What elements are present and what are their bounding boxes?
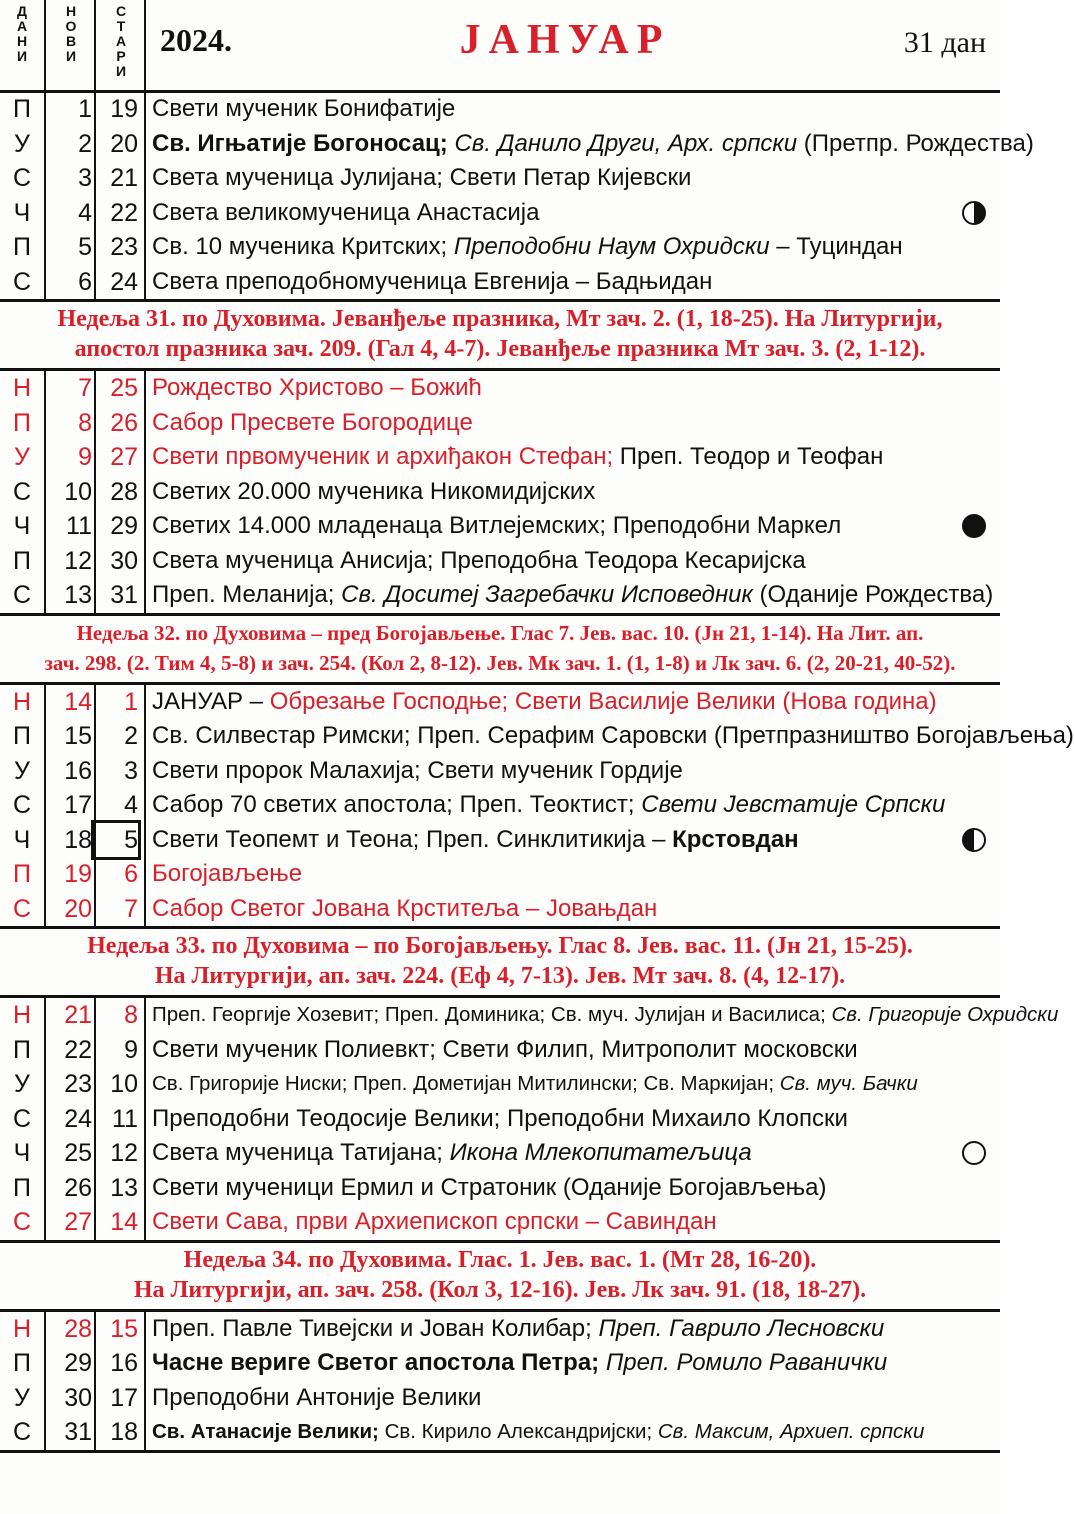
old-style-date: 23 [110, 233, 138, 261]
feast-description [152, 823, 992, 858]
feast-description [152, 857, 992, 892]
feast-description [152, 998, 1059, 1033]
day-row [0, 1136, 1000, 1171]
column-divider [144, 685, 146, 927]
feast-description [152, 1381, 992, 1416]
weekday: Ч [13, 198, 31, 227]
old-style-date: 31 [110, 581, 138, 609]
weekday: С [12, 1418, 32, 1446]
weekday: У [14, 129, 30, 158]
column-divider [94, 371, 96, 613]
description-part: Свети првомученик и архиђакон Стефан; [152, 443, 614, 470]
day-row [0, 371, 1000, 406]
column-divider [144, 371, 146, 613]
old-style-date: 21 [110, 164, 138, 192]
description-part: Св. Григорије Ниски; Преп. Дометијан Митилински; Св. Маркијан; [152, 1072, 780, 1095]
weekday: П [13, 1035, 31, 1064]
description-part: Свети пророк Малахија; Свети мученик Гордије [152, 756, 683, 784]
description-part: Света мученица Јулијана; Свети Петар Кијевски [152, 164, 692, 191]
feast-description [152, 544, 992, 579]
old-style-date: 19 [110, 95, 138, 123]
note-line: зач. 298. (2. Тим 4, 5-8) и зач. 254. (Кол 2, 8-12). Јев. Мк зач. 1. (1, 1-8) и Лк зач. 6. (2, 20-21, 40-52). [44, 650, 956, 675]
feast-description [152, 719, 1074, 754]
row-divider [0, 1450, 1000, 1453]
old-style-date: 2 [124, 722, 138, 750]
new-style-date: 27 [64, 1208, 92, 1236]
description-part: Света преподобномученица Евгенија – Бадњидан [152, 267, 713, 295]
weekday: Ч [13, 512, 31, 540]
old-style-date: 3 [124, 756, 138, 785]
weekday: П [13, 95, 31, 123]
column-divider [44, 998, 46, 1240]
description-part: Часне вериге Светог апостола Петра; [152, 1349, 606, 1376]
note-line: Недеља 31. по Духовима. Јеванђеље празника, Мт зач. 2. (1, 18-25). На Литургији, [57, 306, 943, 332]
day-row [0, 1415, 1000, 1450]
feast-description [152, 509, 992, 544]
row-divider [0, 613, 1000, 616]
description-part: Свети Јевстатије Српски [641, 791, 946, 818]
description-part: Крстовдан [672, 825, 799, 853]
day-row [0, 127, 1034, 162]
new-style-date: 17 [64, 791, 92, 819]
new-style-date: 3 [78, 164, 92, 192]
description-part: (Претпр. Рождества) [797, 129, 1034, 157]
moon-phase-icon [962, 201, 986, 225]
day-row [0, 578, 1000, 613]
column-divider [94, 0, 96, 92]
feast-description [152, 475, 992, 510]
sunday-readings-note [0, 1245, 1000, 1305]
year-label: 2024. [160, 22, 232, 58]
description-part: Рождество Христово – Божић [152, 374, 482, 401]
description-part: Св. Данило Други, Арх. српски [454, 129, 798, 157]
days-count: 31 дан [903, 26, 986, 59]
new-style-date: 24 [64, 1104, 92, 1133]
note-line: Недеља 33. по Духовима – по Богојављењу. Глас 8. Јев. вас. 11. (Јн 21, 15-25). [87, 933, 913, 959]
old-style-date: 11 [112, 1104, 138, 1133]
col-new-header: Н О В И [65, 3, 77, 64]
weekday: П [13, 1349, 31, 1377]
weekday: Ч [13, 1139, 31, 1167]
new-style-date: 5 [78, 233, 92, 261]
description-part: Свети Сава, први Архиепископ српски – Савиндан [152, 1208, 717, 1235]
feast-description [152, 1171, 992, 1206]
weekday: У [14, 1070, 30, 1098]
new-style-date: 8 [78, 408, 92, 437]
day-row [0, 1381, 1000, 1416]
column-divider [144, 0, 146, 92]
description-part: Света мученица Татијана; [152, 1139, 450, 1166]
description-part: Светих 14.000 младенаца Витлејемских; Преподобни Маркел [152, 512, 842, 539]
new-style-date: 14 [64, 687, 92, 716]
description-part: (Оданије Рождества) [752, 581, 994, 608]
description-part: ЈАНУАР – [152, 687, 270, 715]
weekday: С [12, 477, 32, 506]
new-style-date: 26 [64, 1173, 92, 1202]
day-row [0, 1102, 1000, 1137]
description-part: Преп. Ромило Раванички [605, 1349, 888, 1376]
new-style-date: 2 [78, 129, 92, 158]
description-part: Обрезање Господње; Свети Василије Велики (Нова година) [269, 687, 937, 715]
old-style-date: 18 [110, 1418, 138, 1446]
new-style-date: 28 [64, 1314, 92, 1343]
day-row [0, 544, 1000, 579]
description-part: Преп. Георгије Хозевит; Преп. Доминика; Св. муч. Јулијан и Василиса; [152, 1003, 832, 1026]
new-style-date: 29 [64, 1349, 92, 1377]
day-row [0, 1033, 1000, 1068]
feast-description [152, 1312, 992, 1347]
day-row [0, 440, 1000, 475]
column-divider [44, 92, 46, 299]
new-style-date: 13 [64, 581, 92, 609]
description-part: Св. Доситеј Загребачки Исповедник [341, 581, 753, 608]
column-divider [94, 1312, 96, 1450]
feast-description [152, 1205, 992, 1240]
new-style-date: 1 [78, 95, 92, 123]
weekday: Н [12, 374, 32, 402]
weekday: П [13, 546, 31, 575]
note-line: Недеља 32. по Духовима – пред Богојављење. Глас 7. Јев. вас. 10. (Јн 21, 1-14). На Лит. ап. [76, 620, 924, 645]
description-part: Сабор 70 светих апостола; Преп. Теоктист; [152, 791, 642, 818]
description-part: Св. Атанасије Велики; [152, 1420, 385, 1443]
weekday: П [13, 408, 31, 437]
new-style-date: 16 [64, 756, 92, 785]
day-row [0, 1312, 1000, 1347]
day-row [0, 475, 1000, 510]
old-style-date: 17 [110, 1383, 138, 1412]
description-part: – Туциндан [769, 233, 903, 260]
calendar-header [0, 0, 1000, 93]
day-row [0, 265, 1000, 300]
new-style-date: 23 [64, 1070, 92, 1098]
note-line: На Литургији, ап. зач. 258. (Кол 3, 12-16). Јев. Лк зач. 91. (18, 18-27). [133, 1276, 867, 1303]
column-divider [144, 998, 146, 1240]
weekday: С [12, 581, 32, 609]
feast-description [152, 1415, 992, 1450]
column-divider [94, 92, 96, 299]
day-row [0, 1346, 1000, 1381]
description-part: Светих 20.000 мученика Никомидијских [152, 477, 596, 505]
row-divider [0, 1240, 1000, 1243]
description-part: Сабор Светог Јована Крститеља – Јовањдан [152, 894, 658, 922]
description-part: Св. Кирило Александријски; [384, 1420, 658, 1443]
feast-description [152, 406, 992, 441]
old-style-date: 25 [110, 374, 138, 402]
month-title: ЈАНУАР [459, 17, 671, 63]
weekday: Н [12, 1314, 32, 1343]
weekday: У [14, 443, 30, 471]
feast-description [152, 685, 992, 720]
day-row [0, 685, 1000, 720]
feast-description [152, 892, 992, 927]
description-part: Света мученица Анисија; Преподобна Теодора Кесаријска [152, 546, 806, 574]
day-row [0, 1067, 1000, 1102]
day-row [0, 509, 1000, 544]
new-style-date: 4 [78, 198, 92, 227]
weekday: С [12, 164, 32, 192]
feast-description [152, 371, 992, 406]
weekday: П [13, 722, 31, 750]
moon-phase-icon [962, 828, 986, 852]
new-style-date: 19 [64, 860, 92, 888]
new-style-date: 21 [64, 1001, 92, 1029]
feast-description [152, 230, 992, 265]
note-line: На Литургији, ап. зач. 224. (Еф 4, 7-13). Јев. Мт зач. 8. (4, 12-17). [154, 963, 846, 989]
day-row [0, 998, 1059, 1033]
old-style-date: 7 [124, 894, 138, 923]
description-part: Преподобни Антоније Велики [152, 1383, 482, 1411]
new-style-date: 7 [78, 374, 92, 402]
old-style-date: 10 [110, 1070, 138, 1098]
weekday: С [12, 894, 32, 923]
old-style-date: 22 [110, 198, 138, 227]
new-style-date: 30 [64, 1383, 92, 1412]
old-style-date: 30 [110, 546, 138, 575]
weekday: Н [12, 687, 32, 716]
feast-description [152, 161, 992, 196]
description-part: Св. Григорије Охридски [831, 1003, 1059, 1026]
old-style-date: 27 [110, 443, 138, 471]
column-divider [144, 92, 146, 299]
old-style-date: 8 [124, 1001, 138, 1029]
feast-description [152, 578, 992, 613]
feast-description [152, 1067, 992, 1102]
feast-description [152, 440, 992, 475]
column-divider [44, 0, 46, 92]
old-style-date: 20 [110, 129, 138, 158]
feast-description [152, 1346, 992, 1381]
note-line: Недеља 34. по Духовима. Глас. 1. Јев. вас. 1. (Мт 28, 16-20). [183, 1246, 817, 1273]
column-divider [94, 998, 96, 1240]
new-style-date: 22 [64, 1035, 92, 1064]
day-row [0, 823, 1000, 858]
row-divider [0, 926, 1000, 929]
description-part: Преподобни Наум Охридски [453, 233, 770, 260]
old-style-date: 5 [94, 823, 138, 858]
new-style-date: 20 [64, 894, 92, 923]
feast-description [152, 92, 992, 127]
description-part: Света великомученица Анастасија [152, 198, 540, 226]
new-style-date: 12 [64, 546, 92, 575]
description-part: Свети мученик Полиевкт; Свети Филип, Митрополит московски [152, 1035, 858, 1063]
day-row [0, 230, 1000, 265]
old-style-date: 28 [110, 477, 138, 506]
day-row [0, 196, 1000, 231]
feast-description [152, 1033, 992, 1068]
description-part: Преп. Павле Тивејски и Јован Колибар; [152, 1314, 599, 1342]
weekday: С [12, 267, 32, 296]
old-style-date: 6 [124, 860, 138, 888]
description-part: Св. Силвестар Римски; Преп. Серафим Саровски (Претпразништво Богојављења) [152, 722, 1074, 749]
day-row [0, 892, 1000, 927]
new-style-date: 15 [64, 722, 92, 750]
description-part: Св. муч. Бачки [779, 1072, 918, 1095]
description-part: Свети мученици Ермил и Стратоник (Оданије Богојављења) [152, 1173, 827, 1201]
weekday: Н [12, 1001, 32, 1029]
col-days-header: Д А Н И [16, 3, 28, 64]
old-style-date: 14 [110, 1208, 138, 1236]
description-part: Преп. Гаврило Лесновски [598, 1314, 885, 1342]
weekday: С [12, 1208, 32, 1236]
feast-description [152, 754, 992, 789]
day-row [0, 857, 1000, 892]
feast-description [152, 1136, 992, 1171]
feast-description [152, 127, 1034, 162]
description-part: Сабор Пресвете Богородице [152, 408, 473, 436]
column-divider [44, 371, 46, 613]
column-divider [94, 685, 96, 927]
old-style-date: 15 [110, 1314, 138, 1343]
old-style-date: 16 [110, 1349, 138, 1377]
new-style-date: 25 [64, 1139, 92, 1167]
note-line: апостол празника зач. 209. (Гал 4, 4-7). Јеванђеље празника Мт зач. 3. (2, 1-12). [74, 336, 926, 362]
feast-description [152, 788, 992, 823]
description-part: Преп. Теодор и Теофан [613, 443, 884, 470]
old-style-date: 4 [124, 791, 138, 819]
description-part: Свети Теопемт и Теона; Преп. Синклитикија – [152, 825, 673, 853]
old-style-date: 26 [110, 408, 138, 437]
weekday: С [12, 791, 32, 819]
day-row [0, 1171, 1000, 1206]
column-divider [44, 685, 46, 927]
feast-description [152, 1102, 992, 1137]
sunday-readings-note [0, 618, 1000, 678]
column-divider [144, 1312, 146, 1450]
old-style-date: 12 [110, 1139, 138, 1167]
new-style-date: 18 [64, 825, 92, 854]
column-divider [44, 1312, 46, 1450]
day-row [0, 1205, 1000, 1240]
weekday: С [12, 1104, 32, 1133]
weekday: П [13, 233, 31, 261]
new-style-date: 6 [78, 267, 92, 296]
new-style-date: 10 [64, 477, 92, 506]
description-part: Преподобни Теодосије Велики; Преподобни Михаило Клопски [152, 1104, 848, 1132]
old-style-date: 24 [110, 267, 138, 296]
description-part: Св. Максим, Архиеп. српски [657, 1420, 925, 1443]
new-style-date: 9 [78, 443, 92, 471]
weekday: У [14, 1383, 30, 1412]
sunday-readings-note [0, 931, 1000, 991]
col-old-header: С Т А Р И [115, 3, 127, 79]
description-part: Свети мученик Бонифатије [152, 95, 456, 122]
weekday: У [14, 756, 30, 785]
weekday: П [13, 1173, 31, 1202]
day-row [0, 92, 1000, 127]
weekday: Ч [13, 825, 31, 854]
feast-description [152, 265, 992, 300]
description-part: Преп. Меланија; [152, 581, 342, 608]
day-row [0, 406, 1000, 441]
new-style-date: 11 [66, 512, 92, 540]
day-row [0, 719, 1074, 754]
description-part: Икона Млекопитатељица [449, 1139, 752, 1166]
old-style-date: 13 [110, 1173, 138, 1202]
sunday-readings-note [0, 304, 1000, 364]
old-style-date: 9 [124, 1035, 138, 1064]
day-row [0, 788, 1000, 823]
description-part: Богојављење [152, 860, 303, 887]
new-style-date: 31 [64, 1418, 92, 1446]
row-divider [0, 299, 1000, 302]
old-style-date: 29 [110, 512, 138, 540]
description-part: Св. Игњатије Богоносац; [152, 129, 455, 157]
feast-description [152, 196, 992, 231]
old-style-date: 1 [124, 687, 138, 716]
description-part: Св. 10 мученика Критских; [152, 233, 454, 260]
day-row [0, 161, 1000, 196]
day-row [0, 754, 1000, 789]
weekday: П [13, 860, 31, 888]
